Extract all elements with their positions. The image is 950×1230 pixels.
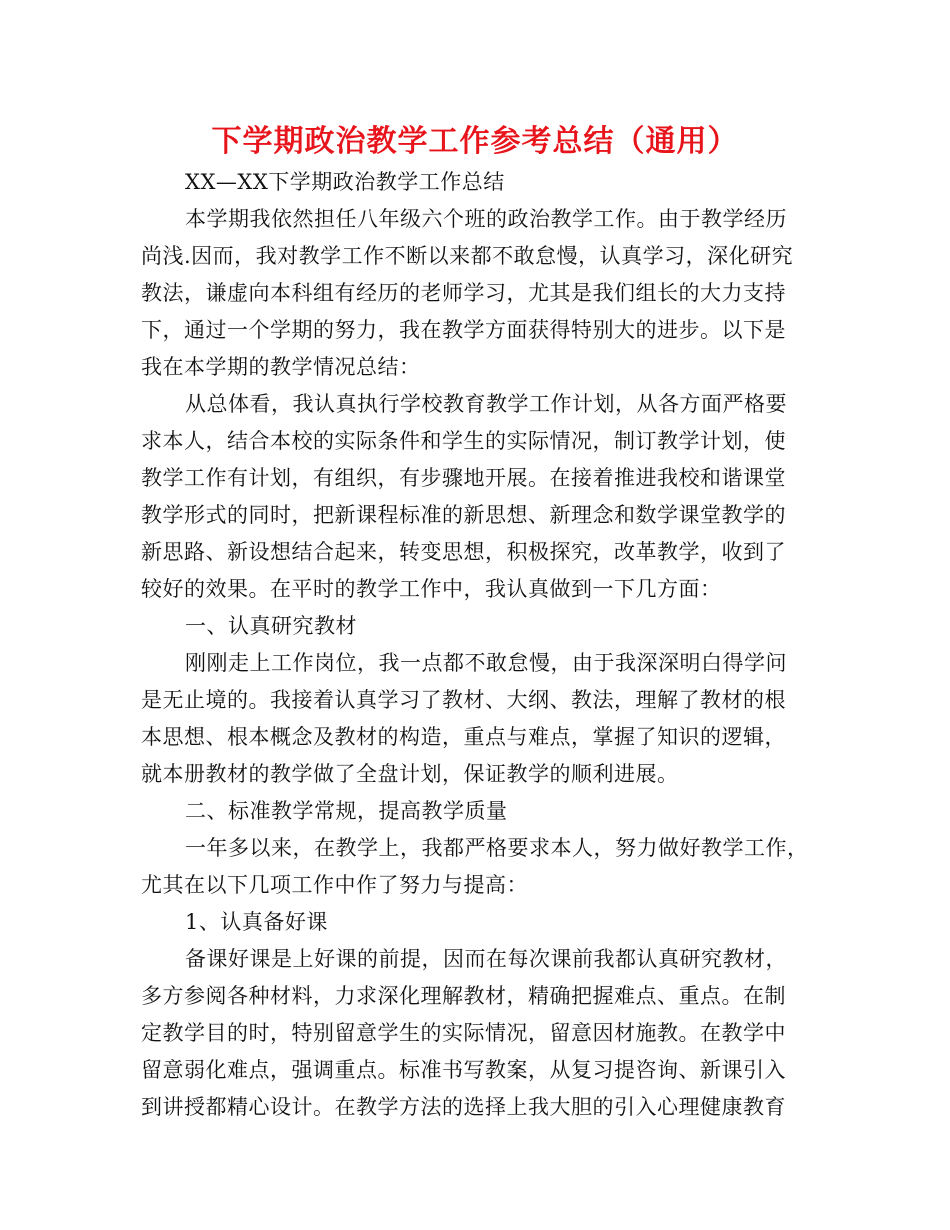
- text-line: 从总体看，我认真执行学校教育教学工作计划，从各方面严格要: [185, 392, 787, 416]
- text-line: 到讲授都精心设计。在教学方法的选择上我大胆的引入心理健康教育: [141, 1095, 786, 1119]
- text-line: 尤其在以下几项工作中作了努力与提高：: [141, 873, 528, 897]
- document-title: 下学期政治教学工作参考总结（通用）: [211, 124, 739, 159]
- text-line: 是无止境的。我接着认真学习了教材、大纲、教法，理解了教材的根: [141, 688, 786, 712]
- text-line: 留意弱化难点，强调重点。标准书写教案，从复习提咨询、新课引入: [141, 1058, 786, 1082]
- text-line: 多方参阅各种材料，力求深化理解教材，精确把握难点、重点。在制: [141, 984, 786, 1008]
- text-line: 一年多以来，在教学上，我都严格要求本人，努力做好教学工作，: [185, 836, 809, 860]
- text-line: 教法，谦虚向本科组有经历的老师学习，尤其是我们组长的大力支持: [141, 281, 786, 305]
- text-line: 我在本学期的教学情况总结：: [141, 355, 421, 379]
- text-line: 教学形式的同时，把新课程标准的新思想、新理念和数学课堂教学的: [141, 503, 786, 527]
- text-line: 较好的效果。在平时的教学工作中，我认真做到一下几方面：: [141, 577, 722, 601]
- text-line: 教学工作有计划，有组织，有步骤地开展。在接着推进我校和谐课堂: [141, 466, 786, 490]
- text-line: 1、认真备好课: [185, 910, 328, 934]
- text-line: 求本人，结合本校的实际条件和学生的实际情况，制订教学计划，使: [141, 429, 786, 453]
- text-line: 二、标准教学常规，提高教学质量: [185, 799, 508, 823]
- text-line: 备课好课是上好课的前提，因而在每次课前我都认真研究教材，: [185, 947, 787, 971]
- text-line: 一、认真研究教材: [185, 614, 357, 638]
- document-body: [141, 164, 813, 1126]
- text-line: 本学期我依然担任八年级六个班的政治教学工作。由于教学经历: [185, 207, 787, 231]
- text-line: 尚浅.因而，我对教学工作不断以来都不敢怠慢，认真学习，深化研究: [141, 244, 794, 268]
- text-line: 定教学目的时，特别留意学生的实际情况，留意因材施教。在教学中: [141, 1021, 786, 1045]
- text-line: 刚刚走上工作岗位，我一点都不敢怠慢，由于我深深明白得学问: [185, 651, 787, 675]
- text-line: 就本册教材的教学做了全盘计划，保证教学的顺利进展。: [141, 762, 679, 786]
- text-line: 本思想、根本概念及教材的构造，重点与难点，掌握了知识的逻辑，: [141, 725, 786, 749]
- text-line: 新思路、新设想结合起来，转变思想，积极探究，改革教学，收到了: [141, 540, 786, 564]
- text-line: 下，通过一个学期的努力，我在教学方面获得特别大的进步。以下是: [141, 318, 786, 342]
- text-line: XX—XX下学期政治教学工作总结: [185, 170, 505, 194]
